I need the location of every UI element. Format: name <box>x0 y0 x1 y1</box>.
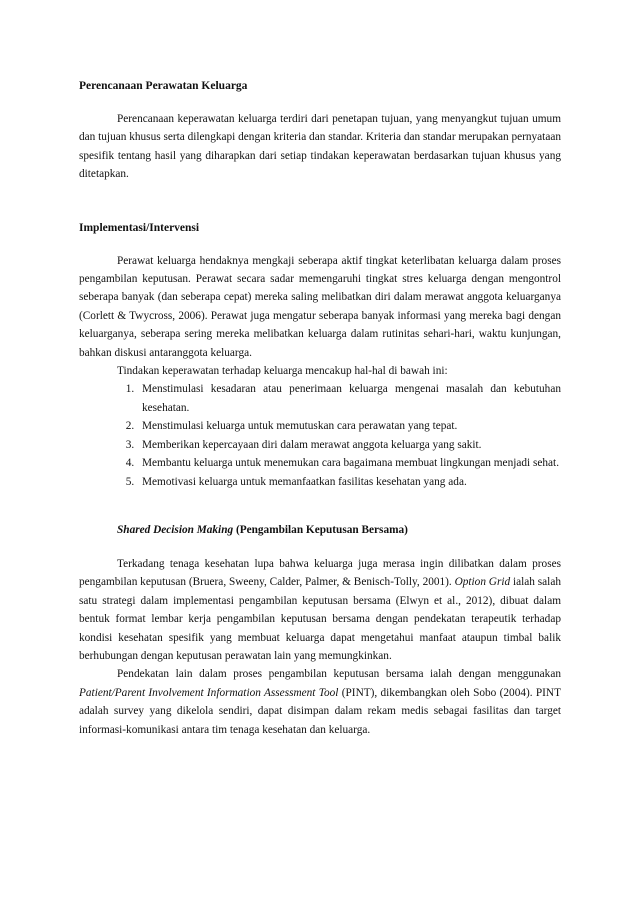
p1-end: ialah salah satu strategi dalam implementasi pengambilan keputusan bersama (Elwyn et al., 2012), dibuat dalam bentuk format lembar kerja pengambilan keputusan bersama dengan pendekatan terapeutik terhadap kondisi kesehatan spesifik yang membuat keluarga dapat mengetahui manfaat ataupun timbal balik berhubungan dengan keputusan perawatan lain yang memungkinkan. <box>79 576 561 662</box>
section-heading-implementasi: Implementasi/Intervensi <box>79 221 200 234</box>
paragraph-implementasi: Perawat keluarga hendaknya mengkaji seberapa aktif tingkat keterlibatan keluarga dalam proses pengambilan keputusan. Perawat secara sadar memengaruhi tingkat stres keluarga dengan mengontrol seberapa banyak (dan seberapa cepat) mereka saling melibatkan diri dalam merawat anggota keluarganya (Corlett & Twycross, 2006). Perawat juga mengatur seberapa banyak informasi yang mereka bagi dengan keluarganya, seberapa sering mereka melibatkan keluarga dalam rutinitas sehari-hari, waktu kunjungan, bahkan diskusi antaranggota keluarga. <box>79 254 561 359</box>
p1-start: Terkadang tenaga kesehatan lupa bahwa keluarga juga merasa ingin dilibatkan dalam proses pengambilan keputusan (Bruera, Sweeny, Calder, Palmer, & Benisch-Tolly, 2001). <box>79 557 561 589</box>
list-item: 3. Memberikan kepercayaan diri dalam merawat anggota keluarga yang sakit. <box>137 436 561 454</box>
heading-italic-part: Shared Decision Making <box>117 523 234 536</box>
p2-italic-term: Patient/Parent Involvement Information Assessment Tool <box>79 686 339 699</box>
heading-rest-part: (Pengambilan Keputusan Bersama) <box>233 523 408 536</box>
section-heading-shared-decision <box>117 521 561 539</box>
list-intro: Tindakan keperawatan terhadap keluarga mencakup hal-hal di bawah ini: <box>117 365 448 378</box>
section-heading-perencanaan: Perencanaan Perawatan Keluarga <box>79 80 248 92</box>
p1-italic-term: Option Grid <box>454 576 511 589</box>
list-item: 4. Membantu keluarga untuk menemukan cara bagaimana membuat lingkungan menjadi sehat. <box>137 454 561 472</box>
list-item: 1. Menstimulasi kesadaran atau penerimaan keluarga mengenai masalah dan kebutuhan kesehatan. <box>137 380 561 417</box>
paragraph-shared-decision-2 <box>79 665 561 739</box>
list-item: 5. Memotivasi keluarga untuk memanfaatkan fasilitas kesehatan yang ada. <box>137 473 561 491</box>
paragraph-perencanaan: Perencanaan keperawatan keluarga terdiri dari penetapan tujuan, yang menyangkut tujuan umum dan tujuan khusus serta dilengkapi dengan kriteria dan standar. Kriteria dan standar merupakan pernyataan spesifik tentang hasil yang diharapkan dari setiap tindakan keperawatan berdasarkan tujuan khusus yang ditetapkan. <box>79 113 561 181</box>
nursing-actions-list <box>79 380 561 490</box>
p2-start: Pendekatan lain dalam proses pengambilan keputusan bersama ialah dengan menggunakan <box>117 668 561 681</box>
paragraph-shared-decision-1 <box>79 555 561 665</box>
document-page <box>79 78 561 739</box>
p2-end: (PINT), dikembangkan oleh Sobo (2004). PINT adalah survey yang dikelola sendiri, dapat disimpan dalam rekam medis sebagai fasilitas dan target informasi-komunikasi antara tim tenaga kesehatan dan keluarga. <box>79 686 561 736</box>
list-item: 2. Menstimulasi keluarga untuk memutuskan cara perawatan yang tepat. <box>137 417 561 435</box>
